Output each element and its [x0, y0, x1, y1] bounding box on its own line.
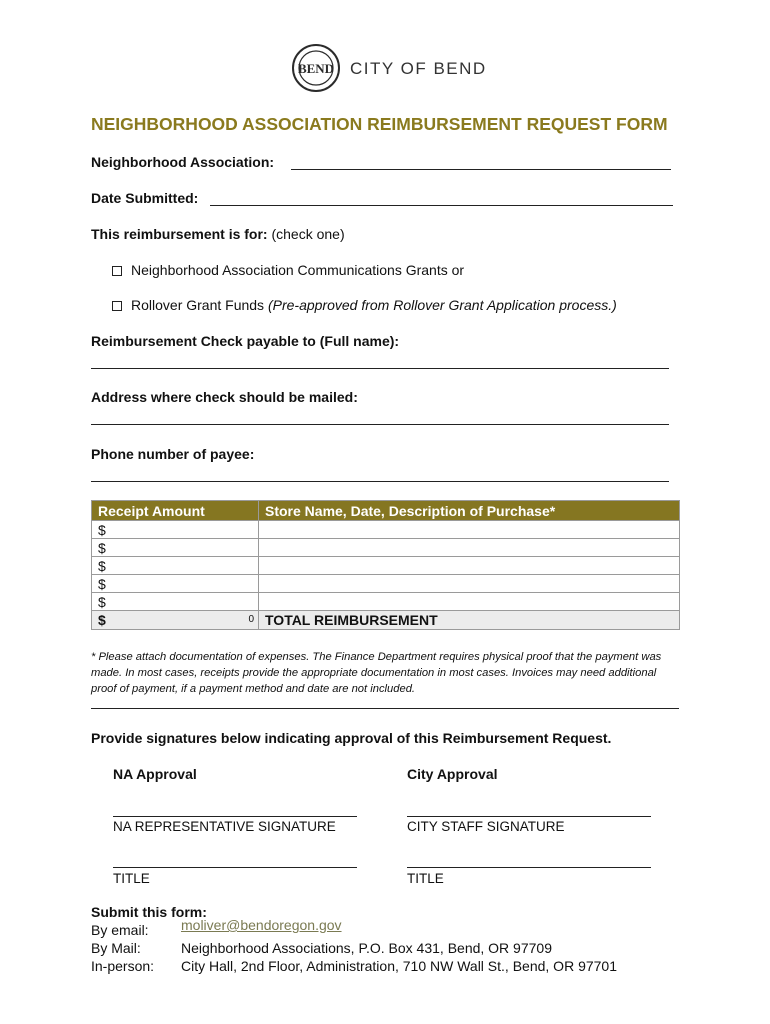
divider: [91, 708, 679, 709]
total-currency: $: [98, 612, 106, 628]
date-submitted-field[interactable]: [210, 205, 673, 206]
amount-cell[interactable]: $: [92, 557, 259, 575]
receipt-table: [91, 500, 680, 630]
amount-cell[interactable]: $: [92, 593, 259, 611]
address-field[interactable]: [91, 424, 669, 425]
neighborhood-association-label: Neighborhood Association:: [91, 154, 275, 170]
table-row[interactable]: [92, 557, 680, 575]
date-submitted-label: Date Submitted:: [91, 190, 199, 206]
in-person-address: City Hall, 2nd Floor, Administration, 710 NW Wall St., Bend, OR 97701: [181, 958, 618, 974]
city-signature-label: CITY STAFF SIGNATURE: [407, 819, 565, 834]
checkbox-icon[interactable]: [112, 266, 122, 276]
option-1-label: Neighborhood Association Communications Grants or: [131, 262, 465, 278]
neighborhood-association-field[interactable]: [291, 169, 671, 170]
form-title: NEIGHBORHOOD ASSOCIATION REIMBURSEMENT REQUEST FORM: [91, 114, 668, 134]
city-logo: [292, 44, 492, 96]
payable-to-field[interactable]: [91, 368, 669, 369]
na-signature-label: NA REPRESENTATIVE SIGNATURE: [113, 819, 336, 834]
phone-field[interactable]: [91, 481, 669, 482]
by-email-label: By email:: [91, 922, 149, 938]
total-label: TOTAL REIMBURSEMENT: [259, 611, 680, 630]
checkbox-icon[interactable]: [112, 301, 122, 311]
payable-to-label: Reimbursement Check payable to (Full name):: [91, 333, 400, 349]
total-row: [92, 611, 680, 630]
receipt-amount-header: Receipt Amount: [92, 501, 259, 521]
address-label: Address where check should be mailed:: [91, 389, 358, 405]
total-value: 0: [248, 614, 254, 625]
signatures-heading: Provide signatures below indicating approval of this Reimbursement Request.: [91, 730, 612, 746]
description-cell[interactable]: [259, 575, 680, 593]
city-title-field[interactable]: [407, 867, 651, 868]
na-title-field[interactable]: [113, 867, 357, 868]
reimbursement-type-label: [91, 226, 345, 242]
city-seal-icon: [292, 44, 340, 92]
email-link[interactable]: moliver@bendoregon.gov: [181, 917, 342, 933]
amount-cell[interactable]: $: [92, 575, 259, 593]
amount-cell[interactable]: $: [92, 521, 259, 539]
description-cell[interactable]: [259, 539, 680, 557]
table-row[interactable]: [92, 593, 680, 611]
table-header-row: [92, 501, 680, 521]
option-2-label: Rollover Grant Funds: [131, 297, 265, 313]
na-title-label: TITLE: [113, 871, 150, 886]
description-header: Store Name, Date, Description of Purchase*: [259, 501, 680, 521]
mail-address: Neighborhood Associations, P.O. Box 431, Bend, OR 97709: [181, 940, 552, 956]
option-2-note: (Pre-approved from Rollover Grant Application process.): [267, 297, 617, 313]
option-communications-grants[interactable]: [112, 262, 464, 278]
table-row[interactable]: [92, 575, 680, 593]
description-cell[interactable]: [259, 593, 680, 611]
option-rollover-grant[interactable]: [112, 297, 617, 313]
documentation-note: * Please attach documentation of expenses. The Finance Department requires physical proof that the payment was made. In most cases, receipts provide the appropriate documentation in most cases. Invoices may need additional proof of payment, if a payment method and date are not included.: [91, 651, 662, 695]
in-person-label: In-person:: [91, 958, 155, 974]
na-signature-field[interactable]: [113, 816, 357, 817]
na-approval-label: NA Approval: [113, 766, 197, 782]
description-cell[interactable]: [259, 557, 680, 575]
amount-cell[interactable]: $: [92, 539, 259, 557]
city-signature-field[interactable]: [407, 816, 651, 817]
submit-heading: Submit this form:: [91, 904, 207, 920]
table-row[interactable]: [92, 521, 680, 539]
phone-label: Phone number of payee:: [91, 446, 255, 462]
by-mail-label: By Mail:: [91, 940, 141, 956]
reimbursement-type-bold: This reimbursement is for:: [91, 226, 268, 242]
reimbursement-type-note: (check one): [271, 226, 345, 242]
seal-text: BEND: [297, 61, 335, 76]
logo-text: CITY OF BEND: [350, 59, 487, 78]
table-row[interactable]: [92, 539, 680, 557]
description-cell[interactable]: [259, 521, 680, 539]
city-title-label: TITLE: [407, 871, 444, 886]
total-amount-cell: [92, 611, 259, 630]
city-approval-label: City Approval: [407, 766, 498, 782]
